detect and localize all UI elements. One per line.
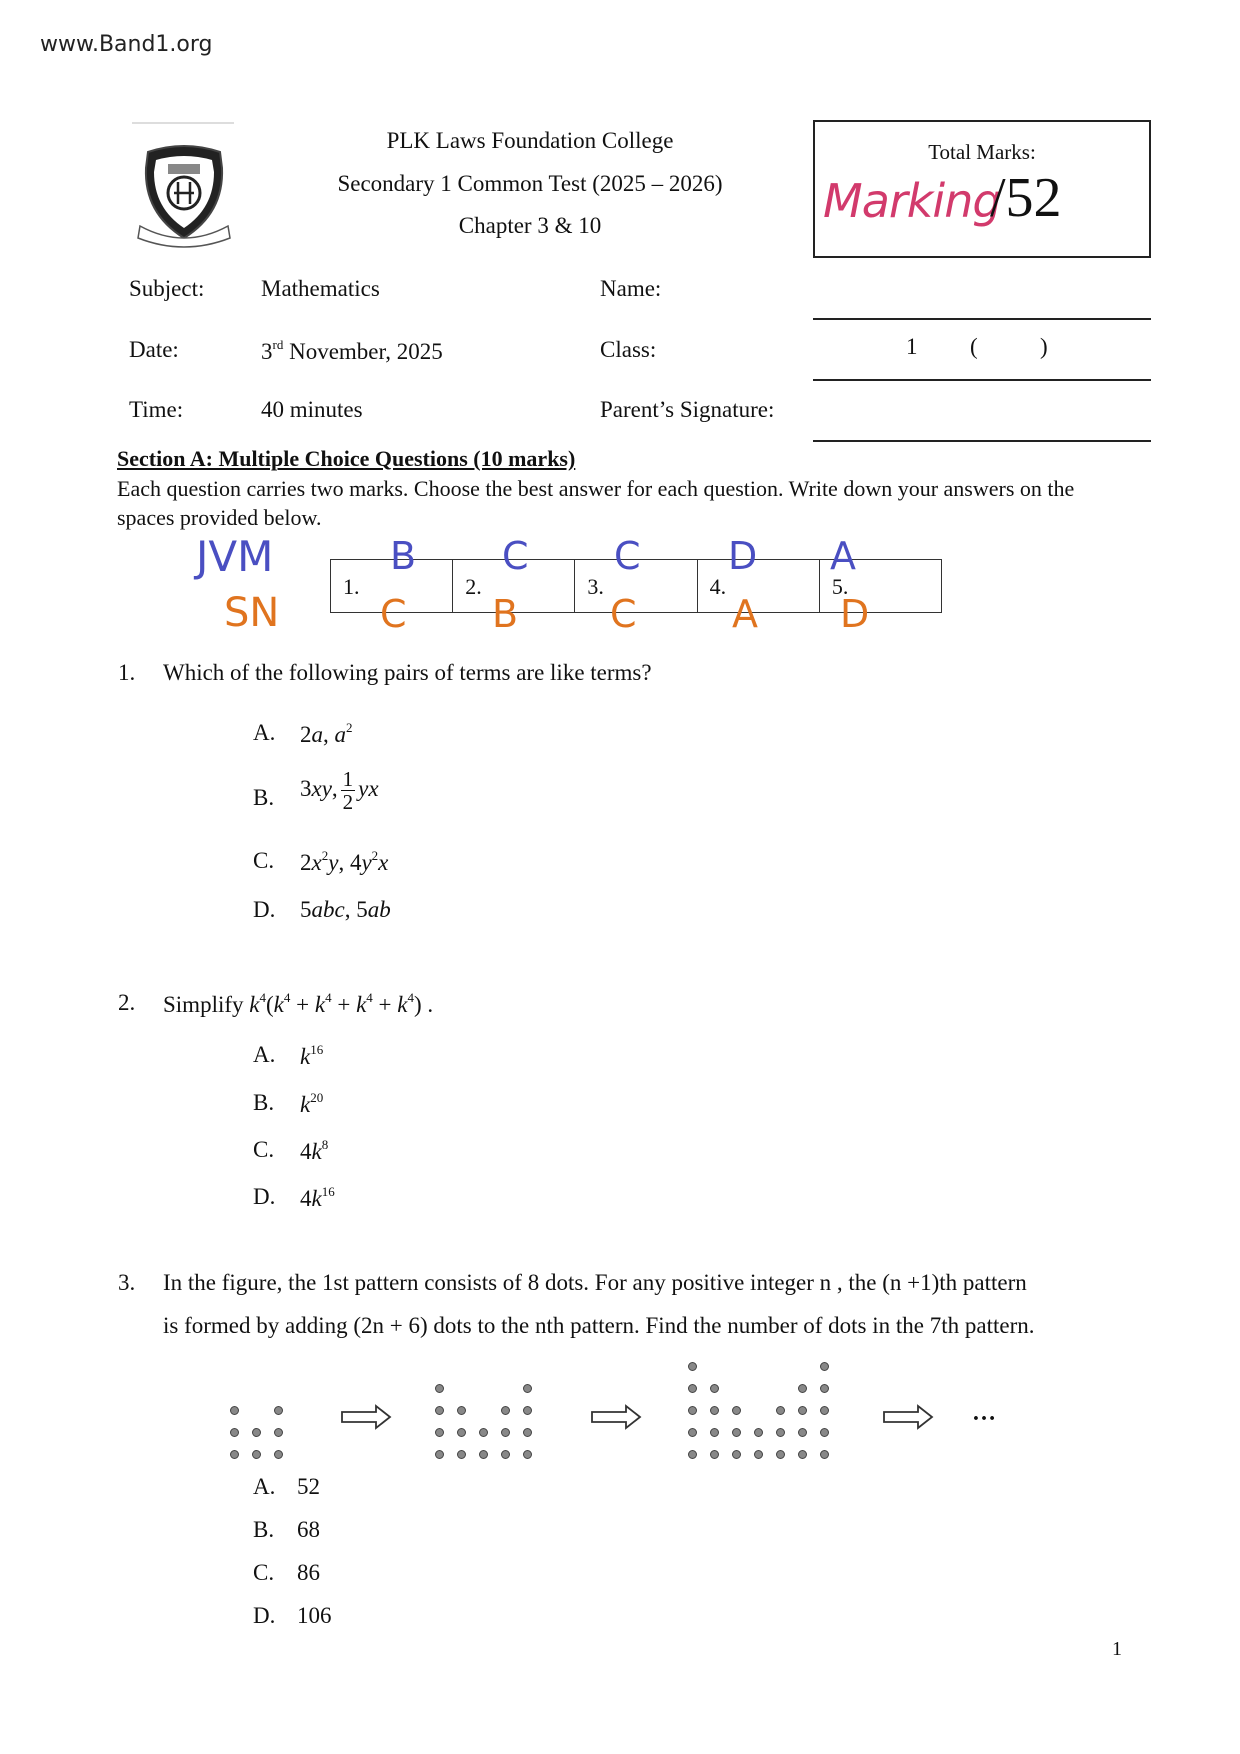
dot bbox=[710, 1428, 719, 1437]
site-watermark: www.Band1.org bbox=[40, 32, 213, 57]
dot bbox=[688, 1362, 697, 1371]
dot bbox=[688, 1428, 697, 1437]
dot bbox=[754, 1450, 763, 1459]
dot bbox=[523, 1428, 532, 1437]
answer-cell-5[interactable]: 5. bbox=[831, 574, 849, 599]
dot bbox=[732, 1428, 741, 1437]
dot bbox=[710, 1384, 719, 1393]
dot bbox=[435, 1450, 444, 1459]
q2-option-b-letter: B. bbox=[253, 1090, 275, 1115]
question-1-number: 1. bbox=[118, 660, 136, 685]
dot bbox=[688, 1384, 697, 1393]
dot bbox=[523, 1450, 532, 1459]
q3-option-c-letter: C. bbox=[253, 1560, 275, 1585]
dot bbox=[820, 1362, 829, 1371]
test-title: Secondary 1 Common Test (2025 – 2026) bbox=[337, 171, 723, 196]
jvm-answer-1: B bbox=[390, 534, 417, 578]
sn-answer-2: B bbox=[492, 592, 519, 636]
total-marks-value: /52 bbox=[990, 167, 1062, 229]
q1-option-b: 3xy, $\frac{1}{2}$ yx bbox=[300, 767, 379, 814]
dot bbox=[274, 1428, 283, 1437]
question-3-text-line2: is formed by adding (2n + 6) dots to the nth pattern. Find the number of dots in the 7th pattern. bbox=[163, 1313, 1035, 1338]
class-number-close: ) bbox=[1040, 334, 1048, 359]
dot bbox=[523, 1406, 532, 1415]
dot bbox=[457, 1450, 466, 1459]
class-value: 1 bbox=[906, 334, 918, 359]
dot bbox=[479, 1450, 488, 1459]
question-1-text: Which of the following pairs of terms are like terms? bbox=[163, 660, 652, 685]
dot bbox=[435, 1384, 444, 1393]
sn-answer-3: C bbox=[610, 592, 637, 636]
q3-option-d: 106 bbox=[297, 1603, 332, 1628]
q3-option-d-letter: D. bbox=[253, 1603, 276, 1628]
answer-cell-4[interactable]: 4. bbox=[698, 560, 820, 612]
date-label: Date: bbox=[129, 337, 179, 362]
question-3-number: 3. bbox=[118, 1270, 136, 1295]
q3-option-a-letter: A. bbox=[253, 1474, 276, 1499]
name-field-line[interactable] bbox=[813, 318, 1151, 320]
dot bbox=[710, 1450, 719, 1459]
class-number-open: ( bbox=[970, 334, 978, 359]
school-name: PLK Laws Foundation College bbox=[386, 128, 674, 153]
dot bbox=[820, 1428, 829, 1437]
dot bbox=[457, 1406, 466, 1415]
subject-label: Subject: bbox=[129, 276, 205, 301]
page-number: 1 bbox=[1112, 1638, 1122, 1660]
marker-initials-sn: SN bbox=[224, 590, 280, 636]
class-label: Class: bbox=[600, 337, 657, 362]
right-arrow-icon bbox=[590, 1404, 642, 1430]
dot bbox=[230, 1450, 239, 1459]
sn-answer-5: D bbox=[840, 592, 870, 636]
dot bbox=[798, 1428, 807, 1437]
q2-option-a: $k^{16}$ bbox=[300, 1042, 324, 1069]
dot bbox=[688, 1406, 697, 1415]
dot bbox=[435, 1406, 444, 1415]
dot bbox=[252, 1450, 261, 1459]
handwritten-marking: Marking bbox=[823, 174, 1001, 228]
dot bbox=[754, 1428, 763, 1437]
dot bbox=[710, 1406, 719, 1415]
dot bbox=[732, 1450, 741, 1459]
dot bbox=[230, 1428, 239, 1437]
dot bbox=[274, 1406, 283, 1415]
class-field-line bbox=[813, 379, 1151, 381]
total-marks-box bbox=[813, 120, 1151, 258]
q1-option-d-letter: D. bbox=[253, 897, 276, 922]
question-2-number: 2. bbox=[118, 990, 136, 1015]
dot bbox=[820, 1450, 829, 1459]
subject-value: Mathematics bbox=[261, 276, 380, 301]
q2-option-d: $4k^{16}$ bbox=[300, 1184, 335, 1211]
q2-option-c-letter: C. bbox=[253, 1137, 275, 1162]
q2-option-a-letter: A. bbox=[253, 1042, 276, 1067]
dot bbox=[274, 1450, 283, 1459]
jvm-answer-2: C bbox=[502, 534, 529, 578]
jvm-answer-4: D bbox=[728, 534, 758, 578]
answer-cell-1[interactable]: 1. bbox=[331, 560, 453, 612]
dot bbox=[501, 1450, 510, 1459]
school-crest-icon bbox=[134, 138, 234, 253]
dot bbox=[798, 1406, 807, 1415]
continuation-ellipsis: … bbox=[972, 1400, 996, 1426]
q1-option-a: 2a, $a^2$ bbox=[300, 720, 353, 747]
marker-initials-jvm: JVM bbox=[196, 532, 274, 581]
q1-option-b-letter: B. bbox=[253, 785, 275, 810]
signature-field-line[interactable] bbox=[813, 440, 1151, 442]
q2-option-d-letter: D. bbox=[253, 1184, 276, 1209]
chapter-title: Chapter 3 & 10 bbox=[458, 213, 602, 238]
total-marks-label: Total Marks: bbox=[928, 140, 1036, 164]
time-value: 40 minutes bbox=[261, 397, 363, 422]
jvm-answer-3: C bbox=[614, 534, 641, 578]
answer-cell-2[interactable]: 2. bbox=[453, 560, 575, 612]
answer-cell-3[interactable]: 3. bbox=[575, 560, 697, 612]
logo-divider bbox=[132, 122, 234, 124]
q3-option-c: 86 bbox=[297, 1560, 320, 1585]
sn-answer-4: A bbox=[732, 592, 758, 636]
q3-option-a: 52 bbox=[297, 1474, 320, 1499]
section-a-instructions: Each question carries two marks. Choose the best answer for each question. Write down your answers on the spaces provided below. bbox=[117, 476, 1075, 530]
q2-option-b: $k^{20}$ bbox=[300, 1090, 324, 1117]
dot bbox=[501, 1428, 510, 1437]
dot bbox=[230, 1406, 239, 1415]
right-arrow-icon bbox=[882, 1404, 934, 1430]
question-2-text: Simplify $k^4(k^4 + k^4 + k^4 + k^4)$ . bbox=[163, 990, 434, 1017]
q3-option-b-letter: B. bbox=[253, 1517, 275, 1542]
dot bbox=[688, 1450, 697, 1459]
dot bbox=[523, 1384, 532, 1393]
dot bbox=[820, 1384, 829, 1393]
time-label: Time: bbox=[129, 397, 184, 422]
signature-label: Parent’s Signature: bbox=[600, 397, 775, 422]
q1-option-d: 5abc, 5ab bbox=[300, 897, 391, 922]
name-label: Name: bbox=[600, 276, 662, 301]
dot bbox=[776, 1428, 785, 1437]
right-arrow-icon bbox=[340, 1404, 392, 1430]
q3-option-b: 68 bbox=[297, 1517, 320, 1542]
question-3-text-line1: In the figure, the 1st pattern consists of 8 dots. For any positive integer n , the (n +1)th pattern bbox=[163, 1270, 1027, 1295]
q1-option-a-letter: A. bbox=[253, 720, 276, 745]
dot bbox=[479, 1428, 488, 1437]
sn-answer-1: C bbox=[380, 592, 407, 636]
dot bbox=[776, 1406, 785, 1415]
dot bbox=[798, 1384, 807, 1393]
dot bbox=[252, 1428, 261, 1437]
dot bbox=[501, 1406, 510, 1415]
q1-option-c-letter: C. bbox=[253, 848, 275, 873]
dot bbox=[457, 1428, 466, 1437]
dot bbox=[435, 1428, 444, 1437]
dot bbox=[776, 1450, 785, 1459]
dot bbox=[732, 1406, 741, 1415]
dot-pattern-figure bbox=[220, 1370, 1020, 1470]
section-a-title: Section A: Multiple Choice Questions (10 marks) bbox=[117, 446, 576, 471]
q2-option-c: $4k^8$ bbox=[300, 1137, 329, 1164]
date-value: 3rd November, 2025 bbox=[261, 337, 443, 364]
dot bbox=[798, 1450, 807, 1459]
jvm-answer-5: A bbox=[830, 534, 856, 578]
q1-option-c: $2x^2y$, $4y^2x$ bbox=[300, 848, 389, 875]
dot bbox=[820, 1406, 829, 1415]
